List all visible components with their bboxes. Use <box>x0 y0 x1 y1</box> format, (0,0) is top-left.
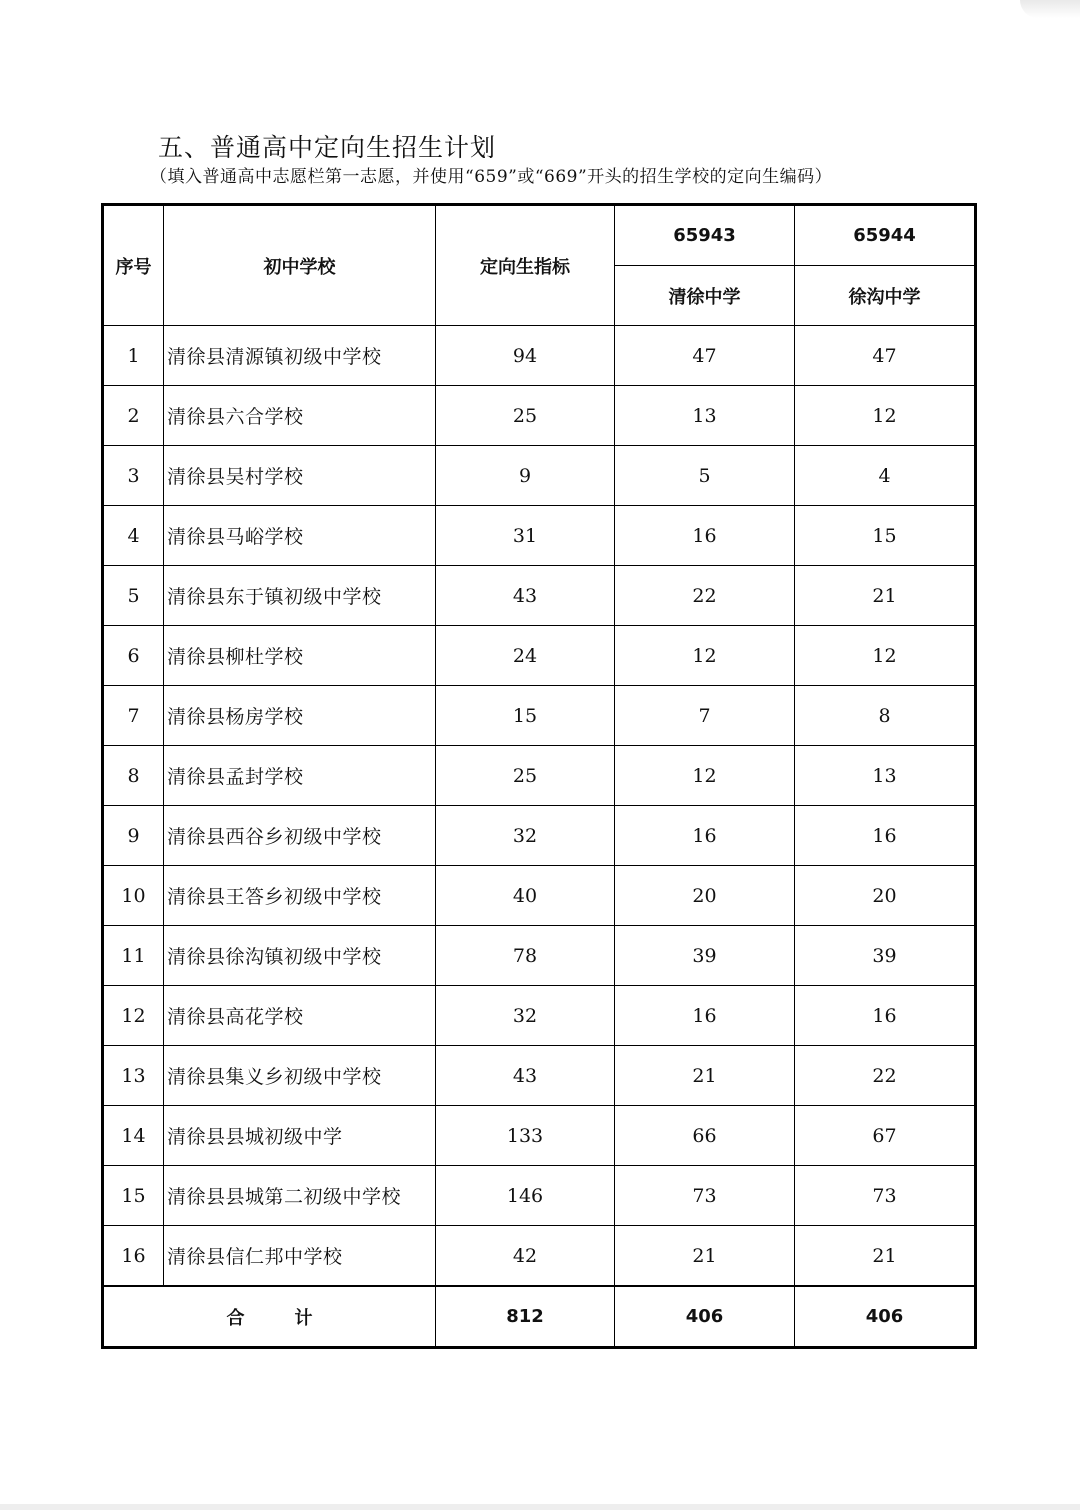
cell-index: 6 <box>103 626 164 686</box>
table-row <box>103 1226 976 1287</box>
header-school: 初中学校 <box>164 205 436 326</box>
total-quota: 812 <box>436 1286 615 1348</box>
cell-qingxu: 22 <box>615 566 795 626</box>
cell-quota: 40 <box>436 866 615 926</box>
cell-qingxu: 21 <box>615 1226 795 1287</box>
cell-school: 清徐县马峪学校 <box>164 506 436 566</box>
cell-index: 9 <box>103 806 164 866</box>
cell-xugou: 22 <box>795 1046 976 1106</box>
cell-quota: 24 <box>436 626 615 686</box>
cell-school: 清徐县柳杜学校 <box>164 626 436 686</box>
cell-xugou: 13 <box>795 746 976 806</box>
cell-quota: 25 <box>436 386 615 446</box>
cell-qingxu: 47 <box>615 326 795 386</box>
table-row <box>103 446 976 506</box>
cell-index: 2 <box>103 386 164 446</box>
cell-school: 清徐县集义乡初级中学校 <box>164 1046 436 1106</box>
cell-qingxu: 39 <box>615 926 795 986</box>
header-name-qingxu: 清徐中学 <box>615 266 795 326</box>
cell-school: 清徐县县城第二初级中学校 <box>164 1166 436 1226</box>
cell-index: 4 <box>103 506 164 566</box>
table-row <box>103 686 976 746</box>
cell-xugou: 12 <box>795 626 976 686</box>
cell-xugou: 39 <box>795 926 976 986</box>
cell-school: 清徐县杨房学校 <box>164 686 436 746</box>
cell-quota: 78 <box>436 926 615 986</box>
cell-quota: 42 <box>436 1226 615 1287</box>
cell-xugou: 47 <box>795 326 976 386</box>
cell-school: 清徐县王答乡初级中学校 <box>164 866 436 926</box>
cell-quota: 32 <box>436 806 615 866</box>
cell-qingxu: 12 <box>615 746 795 806</box>
cell-index: 1 <box>103 326 164 386</box>
table-row <box>103 566 976 626</box>
cell-quota: 43 <box>436 1046 615 1106</box>
cell-qingxu: 16 <box>615 806 795 866</box>
cell-xugou: 16 <box>795 806 976 866</box>
cell-quota: 31 <box>436 506 615 566</box>
cell-quota: 9 <box>436 446 615 506</box>
cell-quota: 146 <box>436 1166 615 1226</box>
header-index: 序号 <box>103 205 164 326</box>
cell-index: 13 <box>103 1046 164 1106</box>
header-code-xugou: 65944 <box>795 205 976 266</box>
header-code-qingxu: 65943 <box>615 205 795 266</box>
cell-school: 清徐县信仁邦中学校 <box>164 1226 436 1287</box>
cell-index: 7 <box>103 686 164 746</box>
cell-index: 12 <box>103 986 164 1046</box>
cell-qingxu: 13 <box>615 386 795 446</box>
table-footer <box>103 1286 976 1348</box>
cell-xugou: 4 <box>795 446 976 506</box>
cell-xugou: 20 <box>795 866 976 926</box>
cell-quota: 43 <box>436 566 615 626</box>
table-row <box>103 326 976 386</box>
header-name-xugou: 徐沟中学 <box>795 266 976 326</box>
total-label-text: 合计 <box>226 1307 363 1329</box>
table-row <box>103 746 976 806</box>
cell-index: 10 <box>103 866 164 926</box>
table-row <box>103 806 976 866</box>
cell-xugou: 8 <box>795 686 976 746</box>
cell-index: 16 <box>103 1226 164 1287</box>
cell-school: 清徐县六合学校 <box>164 386 436 446</box>
cell-qingxu: 5 <box>615 446 795 506</box>
cell-qingxu: 66 <box>615 1106 795 1166</box>
cell-quota: 32 <box>436 986 615 1046</box>
cell-index: 15 <box>103 1166 164 1226</box>
cell-index: 8 <box>103 746 164 806</box>
table-row <box>103 1166 976 1226</box>
total-xugou: 406 <box>795 1286 976 1348</box>
cell-school: 清徐县东于镇初级中学校 <box>164 566 436 626</box>
table-row <box>103 986 976 1046</box>
cell-qingxu: 16 <box>615 986 795 1046</box>
cell-index: 14 <box>103 1106 164 1166</box>
cell-school: 清徐县西谷乡初级中学校 <box>164 806 436 866</box>
table-row <box>103 626 976 686</box>
total-label <box>103 1286 436 1348</box>
cell-index: 5 <box>103 566 164 626</box>
cell-school: 清徐县高花学校 <box>164 986 436 1046</box>
cell-school: 清徐县孟封学校 <box>164 746 436 806</box>
cell-quota: 94 <box>436 326 615 386</box>
cell-quota: 15 <box>436 686 615 746</box>
page-corner-shadow <box>1020 0 1080 18</box>
cell-xugou: 21 <box>795 566 976 626</box>
cell-xugou: 15 <box>795 506 976 566</box>
total-row <box>103 1286 976 1348</box>
cell-quota: 133 <box>436 1106 615 1166</box>
table-row <box>103 866 976 926</box>
table-header <box>103 205 976 326</box>
cell-xugou: 21 <box>795 1226 976 1287</box>
cell-qingxu: 73 <box>615 1166 795 1226</box>
cell-xugou: 67 <box>795 1106 976 1166</box>
page-bottom-edge <box>0 1504 1080 1510</box>
enrollment-plan-table <box>101 203 977 1349</box>
cell-school: 清徐县清源镇初级中学校 <box>164 326 436 386</box>
cell-school: 清徐县徐沟镇初级中学校 <box>164 926 436 986</box>
cell-index: 3 <box>103 446 164 506</box>
table-row <box>103 926 976 986</box>
header-quota: 定向生指标 <box>436 205 615 326</box>
cell-qingxu: 12 <box>615 626 795 686</box>
table-row <box>103 386 976 446</box>
table-body <box>103 326 976 1287</box>
cell-qingxu: 7 <box>615 686 795 746</box>
document-subtitle: （填入普通高中志愿栏第一志愿，并使用“659”或“669”开头的招生学校的定向生编码） <box>150 167 833 187</box>
table-row <box>103 1046 976 1106</box>
table-row <box>103 506 976 566</box>
cell-school: 清徐县吴村学校 <box>164 446 436 506</box>
cell-index: 11 <box>103 926 164 986</box>
total-qingxu: 406 <box>615 1286 795 1348</box>
cell-qingxu: 21 <box>615 1046 795 1106</box>
table-row <box>103 1106 976 1166</box>
cell-quota: 25 <box>436 746 615 806</box>
cell-xugou: 12 <box>795 386 976 446</box>
cell-school: 清徐县县城初级中学 <box>164 1106 436 1166</box>
cell-qingxu: 16 <box>615 506 795 566</box>
document-title: 五、普通高中定向生招生计划 <box>158 133 497 162</box>
header-row-1 <box>103 205 976 266</box>
cell-xugou: 73 <box>795 1166 976 1226</box>
cell-xugou: 16 <box>795 986 976 1046</box>
cell-qingxu: 20 <box>615 866 795 926</box>
